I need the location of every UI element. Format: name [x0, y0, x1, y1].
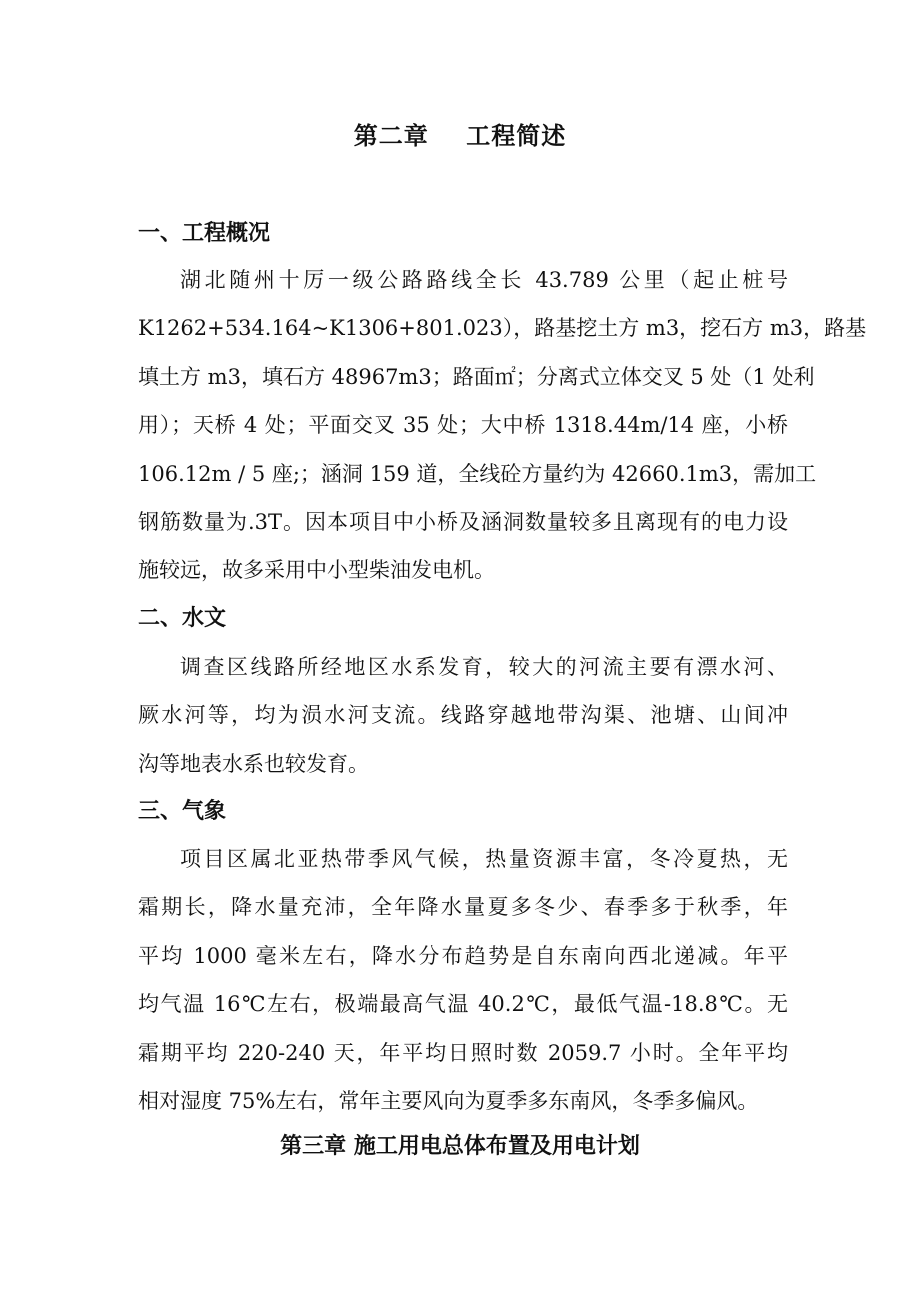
paragraph-overview	[138, 256, 867, 595]
paragraph-line: 霜期长，降水量充沛，全年降水量夏多冬少、春季多于秋季，年	[138, 895, 788, 920]
paragraph-climate	[138, 835, 788, 1125]
paragraph-line: 湖北随州十厉一级公路路线全长 43.789 公里（起止桩号	[180, 268, 788, 292]
paragraph-line: 厥水河等，均为涢水河支流。线路穿越地带沟渠、池塘、山间冲	[138, 703, 788, 728]
paragraph-line: K1262+534.164~K1306+801.023），路基挖土方 m3，挖石方 m3，路基	[138, 316, 867, 341]
paragraph-line: 填土方 m3，填石方 48967m3；路面㎡；分离式立体交叉 5 处（1 处利	[138, 364, 815, 389]
paragraph-line: 项目区属北亚热带季风气候，热量资源丰富，冬冷夏热，无	[180, 847, 788, 871]
section-heading-hydrology: 二、水文	[138, 605, 227, 631]
paragraph-line: 调查区线路所经地区水系发育，较大的河流主要有漂水河、	[180, 655, 788, 679]
paragraph-line: 均气温 16℃左右，极端最高气温 40.2℃，最低气温-18.8℃。无	[138, 992, 788, 1017]
paragraph-hydrology	[138, 643, 788, 788]
paragraph-line: 霜期平均 220-240 天，年平均日照时数 2059.7 小时。全年平均	[138, 1040, 788, 1065]
paragraph-line: 平均 1000 毫米左右，降水分布趋势是自东南向西北递减。年平	[138, 943, 788, 968]
section-heading-climate: 三、气象	[138, 798, 227, 824]
paragraph-line: 106.12m / 5 座;；涵洞 159 道，全线砼方量约为 42660.1m3，需加工	[138, 461, 817, 486]
paragraph-line: 钢筋数量为.3T。因本项目中小桥及涵洞数量较多且离现有的电力设	[138, 510, 788, 535]
chapter-3-title: 第三章 施工用电总体布置及用电计划	[280, 1133, 640, 1159]
paragraph-line: 相对湿度 75%左右，常年主要风向为夏季多东南风，冬季多偏风。	[138, 1089, 759, 1114]
chapter-2-title: 第二章 工程简述	[353, 121, 567, 150]
paragraph-line: 施较远，故多采用中小型柴油发电机。	[138, 558, 495, 583]
section-heading-overview: 一、工程概况	[138, 220, 271, 246]
paragraph-line: 用）；天桥 4 处；平面交叉 35 处；大中桥 1318.44m/14 座，小桥	[138, 413, 788, 438]
paragraph-line: 沟等地表水系也较发育。	[138, 751, 369, 776]
